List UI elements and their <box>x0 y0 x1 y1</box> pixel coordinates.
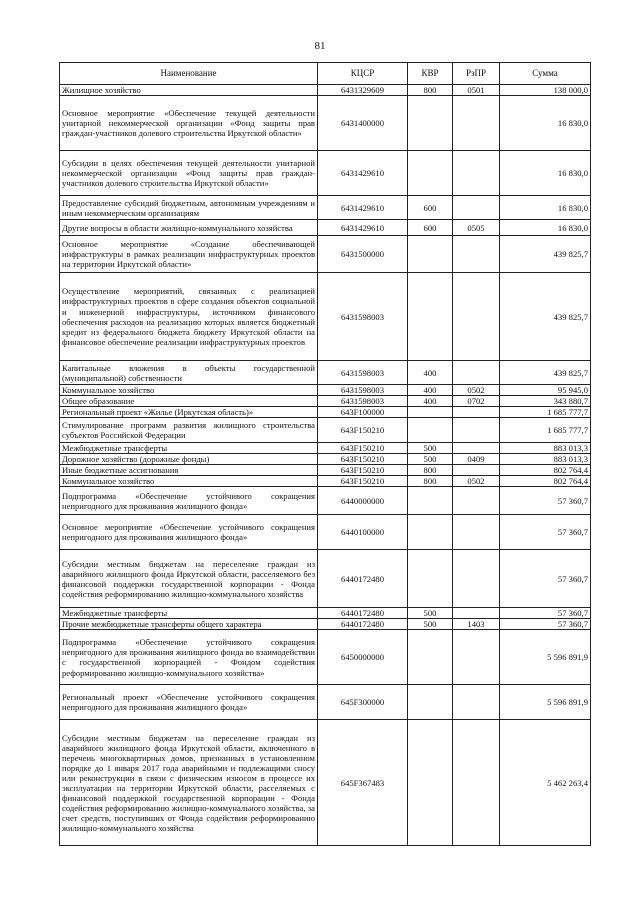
row-rzpr: 0502 <box>453 476 500 487</box>
row-sum: 1 685 777,7 <box>500 407 591 418</box>
table-row <box>60 396 591 407</box>
table-row <box>60 96 591 151</box>
row-kvr: 500 <box>408 454 453 465</box>
header-kcsr: КЦСР <box>318 63 408 85</box>
row-kcsr: 6440100000 <box>318 515 408 550</box>
row-kvr: 600 <box>408 196 453 220</box>
row-rzpr <box>453 720 500 846</box>
row-kcsr: 6450000000 <box>318 630 408 685</box>
row-rzpr <box>453 443 500 454</box>
row-rzpr: 0505 <box>453 220 500 236</box>
row-kvr <box>408 418 453 443</box>
row-kvr: 400 <box>408 361 453 385</box>
table-row <box>60 515 591 550</box>
row-name: Осуществление мероприятий, связанных с реализацией инфраструктурных проектов в сфере создания объектов социальной и инженерной инфраструктуры, источником финансового обеспечения расходов на реализацию которых является бюджетный кредит из федерального бюджета бюджету Иркутской области на финансовое обеспечение реализации инфраструктурных проектов <box>60 273 318 361</box>
row-kcsr: 6431598003 <box>318 273 408 361</box>
budget-table <box>59 62 591 846</box>
row-sum: 95 945,0 <box>500 385 591 396</box>
row-name: Основное мероприятие «Обеспечение устойчивого сокращения непригодного для проживания жилищного фонда» <box>60 515 318 550</box>
table-row <box>60 361 591 385</box>
row-name: Капитальные вложения в объекты государственной (муниципальной) собственности <box>60 361 318 385</box>
row-rzpr: 0702 <box>453 396 500 407</box>
row-name: Субсидии местным бюджетам на переселение граждан из аварийного жилищного фонда Иркутской области, включенного в перечень многоквартирных домов, признанных в установленном порядке до 1 января 2017 года аварийными и подлежащими сносу или реконструкции в связи с физическим износом в процессе их эксплуатации на территории Иркутской области, расселяемых с финансовой поддержкой государственной корпорации - Фонда содействия реформированию жилищно-коммунального хозяйства, за счет средств, поступивших от Фонда содействия реформированию жилищно-коммунального хозяйства <box>60 720 318 846</box>
row-sum: 343 880,7 <box>500 396 591 407</box>
row-kvr: 500 <box>408 619 453 630</box>
table-row <box>60 550 591 608</box>
row-kcsr: 6431598003 <box>318 361 408 385</box>
table-row <box>60 418 591 443</box>
row-kcsr: 643F150210 <box>318 454 408 465</box>
row-kcsr: 6431400000 <box>318 96 408 151</box>
row-kcsr: 643F150210 <box>318 465 408 476</box>
row-kcsr: 645F367483 <box>318 720 408 846</box>
row-rzpr <box>453 487 500 515</box>
table-body <box>60 85 591 846</box>
table-row <box>60 220 591 236</box>
table-row <box>60 151 591 196</box>
row-kvr: 800 <box>408 476 453 487</box>
row-rzpr <box>453 515 500 550</box>
row-rzpr <box>453 465 500 476</box>
row-kvr: 800 <box>408 465 453 476</box>
row-kcsr: 6431429610 <box>318 196 408 220</box>
row-sum: 57 360,7 <box>500 608 591 619</box>
row-kvr <box>408 236 453 273</box>
row-kcsr: 6440000000 <box>318 487 408 515</box>
row-rzpr <box>453 418 500 443</box>
row-name: Жилищное хозяйство <box>60 85 318 96</box>
row-rzpr <box>453 151 500 196</box>
row-kcsr: 6431429610 <box>318 220 408 236</box>
row-rzpr <box>453 196 500 220</box>
row-sum: 138 000,0 <box>500 85 591 96</box>
row-kvr <box>408 487 453 515</box>
table-row <box>60 630 591 685</box>
row-rzpr <box>453 361 500 385</box>
header-rzpr: РзПР <box>453 63 500 85</box>
row-name: Основное мероприятие «Создание обеспечивающей инфраструктуры в рамках реализации инфраструктурных проектов на территории Иркутской области» <box>60 236 318 273</box>
row-sum: 439 825,7 <box>500 273 591 361</box>
row-rzpr <box>453 407 500 418</box>
row-rzpr <box>453 685 500 720</box>
row-sum: 5 596 891,9 <box>500 630 591 685</box>
table-row <box>60 685 591 720</box>
row-kcsr: 643F150210 <box>318 443 408 454</box>
header-sum: Сумма <box>500 63 591 85</box>
row-kvr <box>408 96 453 151</box>
row-kcsr: 643F150210 <box>318 418 408 443</box>
row-sum: 16 830,0 <box>500 96 591 151</box>
row-kvr: 600 <box>408 220 453 236</box>
row-rzpr: 0409 <box>453 454 500 465</box>
row-name: Основное мероприятие «Обеспечение текущей деятельности унитарной некоммерческой организации «Фонд защиты прав граждан-участников долевого строительства Иркутской области» <box>60 96 318 151</box>
table-row <box>60 608 591 619</box>
table-row <box>60 273 591 361</box>
row-sum: 57 360,7 <box>500 550 591 608</box>
row-rzpr <box>453 96 500 151</box>
row-kcsr: 6431598003 <box>318 396 408 407</box>
row-name: Межбюджетные трансферты <box>60 443 318 454</box>
row-kcsr: 6440172480 <box>318 608 408 619</box>
row-sum: 16 830,0 <box>500 220 591 236</box>
table-row <box>60 236 591 273</box>
row-sum: 883 013,3 <box>500 443 591 454</box>
row-sum: 883 013,3 <box>500 454 591 465</box>
row-kcsr: 643F150210 <box>318 476 408 487</box>
table-row <box>60 720 591 846</box>
row-sum: 802 764,4 <box>500 465 591 476</box>
row-name: Региональный проект «Обеспечение устойчивого сокращения непригодного для проживания жилищного фонда» <box>60 685 318 720</box>
table-row <box>60 619 591 630</box>
row-sum: 802 764,4 <box>500 476 591 487</box>
row-rzpr <box>453 236 500 273</box>
row-kcsr: 643F100000 <box>318 407 408 418</box>
row-kvr: 500 <box>408 608 453 619</box>
row-name: Коммунальное хозяйство <box>60 476 318 487</box>
row-kvr <box>408 685 453 720</box>
row-kcsr: 6440172480 <box>318 550 408 608</box>
row-name: Субсидии местным бюджетам на переселение граждан из аварийного жилищного фонда Иркутской области, расселяемого без финансовой поддержки государственной корпорации - Фонда содействия реформированию жилищно-коммунального хозяйства <box>60 550 318 608</box>
table-row <box>60 443 591 454</box>
table-row <box>60 487 591 515</box>
row-sum: 5 462 263,4 <box>500 720 591 846</box>
row-rzpr <box>453 550 500 608</box>
row-sum: 439 825,7 <box>500 361 591 385</box>
row-name: Прочие межбюджетные трансферты общего характера <box>60 619 318 630</box>
table-header-row <box>60 63 591 85</box>
row-name: Субсидии в целях обеспечения текущей деятельности унитарной некоммерческой организации «Фонд защиты прав граждан-участников долевого строительства Иркутской области» <box>60 151 318 196</box>
row-kvr <box>408 630 453 685</box>
row-name: Подпрограмма «Обеспечение устойчивого сокращения непригодного для проживания жилищного фонда во взаимодействии с государственной корпорацией - Фондом содействия реформированию жилищно-коммунального хозяйства» <box>60 630 318 685</box>
row-rzpr <box>453 630 500 685</box>
table-row <box>60 465 591 476</box>
row-kcsr: 6440172480 <box>318 619 408 630</box>
row-name: Подпрограмма «Обеспечение устойчивого сокращения непригодного для проживания жилищного фонда» <box>60 487 318 515</box>
row-name: Стимулирование программ развития жилищного строительства субъектов Российской Федерации <box>60 418 318 443</box>
header-name: Наименование <box>60 63 318 85</box>
table-row <box>60 407 591 418</box>
table-row <box>60 85 591 96</box>
table-row <box>60 385 591 396</box>
row-name: Дорожное хозяйство (дорожные фонды) <box>60 454 318 465</box>
row-rzpr: 0501 <box>453 85 500 96</box>
row-kvr: 800 <box>408 85 453 96</box>
row-kcsr: 6431500000 <box>318 236 408 273</box>
row-sum: 57 360,7 <box>500 515 591 550</box>
row-rzpr: 0502 <box>453 385 500 396</box>
row-kcsr: 6431598003 <box>318 385 408 396</box>
row-kcsr: 6431329609 <box>318 85 408 96</box>
row-sum: 57 360,7 <box>500 487 591 515</box>
row-kcsr: 645F300000 <box>318 685 408 720</box>
row-kvr <box>408 515 453 550</box>
row-name: Иные бюджетные ассигнования <box>60 465 318 476</box>
row-kcsr: 6431429610 <box>318 151 408 196</box>
row-rzpr <box>453 273 500 361</box>
row-name: Общее образование <box>60 396 318 407</box>
row-kvr: 400 <box>408 396 453 407</box>
row-sum: 16 830,0 <box>500 196 591 220</box>
row-name: Коммунальное хозяйство <box>60 385 318 396</box>
row-sum: 57 360,7 <box>500 619 591 630</box>
page-number: 81 <box>314 40 326 52</box>
row-name: Предоставление субсидий бюджетным, автономным учреждениям и иным некоммерческим организациям <box>60 196 318 220</box>
row-rzpr: 1403 <box>453 619 500 630</box>
row-kvr: 500 <box>408 443 453 454</box>
row-name: Межбюджетные трансферты <box>60 608 318 619</box>
row-kvr <box>408 550 453 608</box>
row-name: Другие вопросы в области жилищно-коммунального хозяйства <box>60 220 318 236</box>
row-sum: 16 830,0 <box>500 151 591 196</box>
header-kvr: КВР <box>408 63 453 85</box>
row-kvr <box>408 407 453 418</box>
table-row <box>60 196 591 220</box>
row-rzpr <box>453 608 500 619</box>
row-kvr <box>408 720 453 846</box>
row-sum: 5 596 891,9 <box>500 685 591 720</box>
row-sum: 1 685 777,7 <box>500 418 591 443</box>
table-row <box>60 454 591 465</box>
table-row <box>60 476 591 487</box>
row-kvr: 400 <box>408 385 453 396</box>
row-kvr <box>408 273 453 361</box>
row-name: Региональный проект «Жилье (Иркутская область)» <box>60 407 318 418</box>
row-kvr <box>408 151 453 196</box>
row-sum: 439 825,7 <box>500 236 591 273</box>
